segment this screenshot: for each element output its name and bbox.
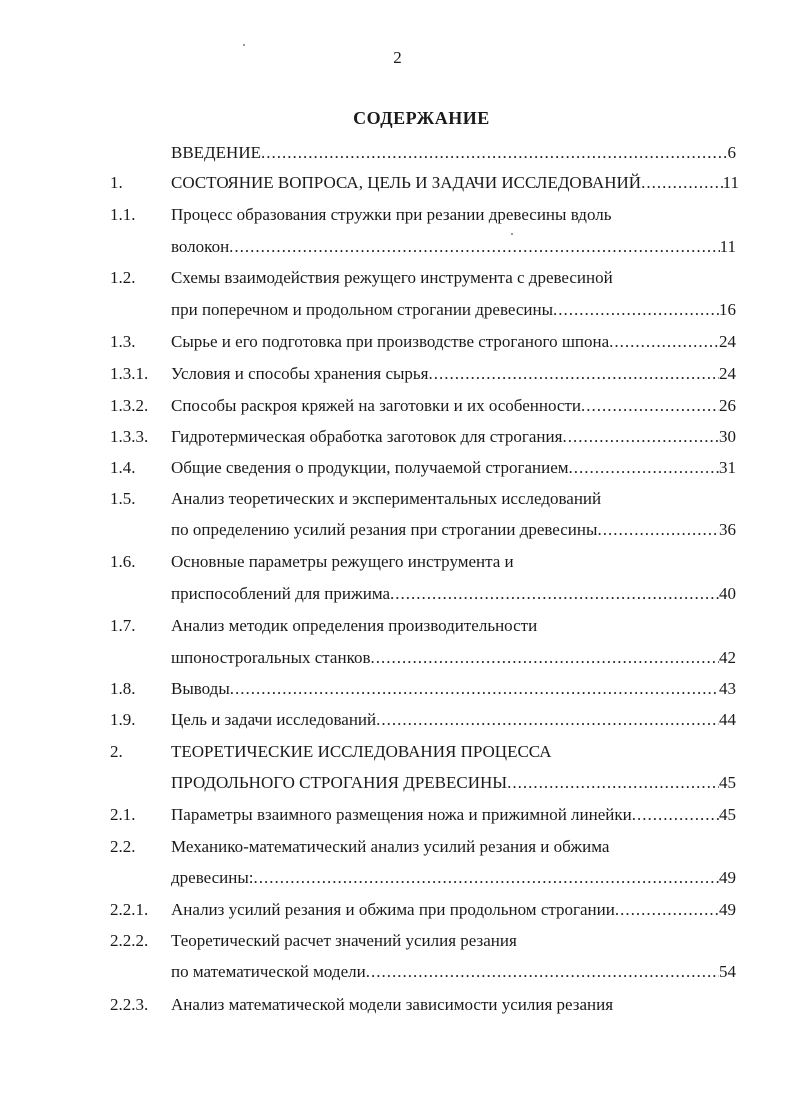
toc-entry-title: Процесс образования стружки при резании древесины вдоль [171,205,612,224]
leader-dots [581,394,719,418]
leader-dots [230,677,719,701]
toc-section-number: 1.1. [110,205,136,224]
leader-dots [562,425,719,449]
leader-dots [376,708,719,732]
toc-entry-title: Анализ методик определения производительности [171,616,538,635]
toc-entry-continuation [0,771,795,795]
toc-entry-title: ТЕОРЕТИЧЕСКИЕ ИССЛЕДОВАНИЯ ПРОЦЕССА [171,742,552,761]
toc-page-number: 42 [719,648,736,667]
leader-dots [366,960,719,984]
toc-entry-title: ВВЕДЕНИЕ [171,143,261,162]
toc-entry-title: Цель и задачи исследований [171,710,377,729]
toc-entry-title: волокон [171,237,230,256]
toc-entry [0,677,795,701]
toc-section-number: 2.2.3. [110,995,149,1014]
leader-dots [597,518,719,542]
toc-entry [0,835,795,859]
toc-entry [0,993,795,1017]
toc-entry [0,266,795,290]
toc-entry [0,487,795,511]
toc-page-number: 49 [719,868,736,887]
leader-dots [569,456,719,480]
toc-entry [0,803,795,827]
toc-page-number: 24 [719,332,736,351]
toc-page-number: 43 [719,679,736,698]
toc-entry-continuation [0,235,795,259]
toc-entry-continuation [0,866,795,890]
toc-entry [0,614,795,638]
toc-entry [0,362,795,386]
toc-section-number: 2.2.2. [110,931,149,950]
leader-dots [229,235,719,259]
page-number: 2 [393,48,402,67]
toc-entry-title: Параметры взаимного размещения ножа и прижимной линейки [171,805,632,824]
toc-entry [0,425,795,449]
toc-entry-continuation [0,518,795,542]
page-title: СОДЕРЖАНИЕ [353,108,490,128]
toc-section-number: 1.9. [110,710,136,729]
toc-entry-title: Механико-математический анализ усилий резания и обжима [171,837,610,856]
toc-entry-title: Анализ усилий резания и обжима при продольном строгании [171,900,615,919]
toc-entry-continuation [0,582,795,606]
toc-entry [0,929,795,953]
toc-entry [0,456,795,480]
toc-section-number: 1.7. [110,616,136,635]
scan-speck [243,44,245,46]
toc-page-number: 24 [719,364,736,383]
toc-page-number: 6 [727,143,736,162]
toc-page-number: 45 [719,805,736,824]
toc-entry [0,898,795,922]
leader-dots [390,582,719,606]
leader-dots [371,646,719,670]
toc-section-number: 1.3. [110,332,136,351]
toc-entry-title: по математической модели [171,962,366,981]
toc-entry-title: Теоретический расчет значений усилия резания [171,931,517,950]
toc-section-number: 2.1. [110,805,136,824]
toc-page-number: 49 [719,900,736,919]
toc-entry-title: приспособлений для прижима [171,584,391,603]
leader-dots [507,771,719,795]
toc-entry [0,740,795,764]
toc-entry-title: Анализ математической модели зависимости усилия резания [171,995,614,1014]
toc-entry-title: Основные параметры режущего инструмента и [171,552,514,571]
leader-dots [641,171,723,195]
toc-page-number: 26 [719,396,736,415]
toc-page-number: 44 [719,710,736,729]
toc-entry [0,394,795,418]
toc-section-number: 2.2.1. [110,900,149,919]
toc-page-number: 45 [719,773,736,792]
leader-dots [615,898,719,922]
toc-section-number: 1.5. [110,489,136,508]
toc-entry [0,171,795,195]
toc-entry [0,203,795,227]
toc-entry-title: Сырье и его подготовка при производстве строганого шпона [171,332,610,351]
toc-entry-title: Условия и способы хранения сырья [171,364,429,383]
toc-section-number: 1.8. [110,679,136,698]
toc-entry-title: Гидротермическая обработка заготовок для строгания [171,427,563,446]
leader-dots [261,141,728,165]
toc-entry-title: Способы раскроя кряжей на заготовки и их особенности [171,396,581,415]
toc-entry-title: древесины: [171,868,254,887]
toc-section-number: 1.6. [110,552,136,571]
toc-entry-title: шпоностроrальных станков [171,648,371,667]
toc-page-number: 31 [719,458,736,477]
toc-entry [0,708,795,732]
toc-section-number: 1.3.3. [110,427,149,446]
toc-page-number: 11 [722,173,739,192]
leader-dots [253,866,719,890]
toc-section-number: 2. [110,742,123,761]
toc-page-number: 16 [719,300,736,319]
toc-entry-continuation [0,646,795,670]
toc-page-number: 30 [719,427,736,446]
toc-section-number: 1.3.1. [110,364,149,383]
toc-section-number: 2.2. [110,837,136,856]
toc-entry [0,550,795,574]
toc-page-number: 11 [719,237,736,256]
toc-page-number: 54 [719,962,736,981]
toc-entry-title: Анализ теоретических и экспериментальных исследований [171,489,602,508]
toc-section-number: 1. [110,173,123,192]
leader-dots [609,330,719,354]
leader-dots [553,298,719,322]
toc-entry-introduction [0,141,795,165]
toc-entry-title: по определению усилий резания при строгании древесины [171,520,598,539]
toc-entry-title: при поперечном и продольном строгании древесины [171,300,554,319]
toc-page-number: 40 [719,584,736,603]
leader-dots [632,803,719,827]
toc-entry-title: СОСТОЯНИЕ ВОПРОСА, ЦЕЛЬ И ЗАДАЧИ ИССЛЕДОВАНИЙ [171,173,642,192]
toc-entry-continuation [0,298,795,322]
toc-entry-title: Схемы взаимодействия режущего инструмента с древесиной [171,268,613,287]
toc-entry [0,330,795,354]
toc-entry-continuation [0,960,795,984]
toc-entry-title: ПРОДОЛЬНОГО СТРОГАНИЯ ДРЕВЕСИНЫ [171,773,508,792]
toc-section-number: 1.3.2. [110,396,149,415]
leader-dots [429,362,720,386]
toc-section-number: 1.2. [110,268,136,287]
toc-section-number: 1.4. [110,458,136,477]
toc-entry-title: Общие сведения о продукции, получаемой строганием [171,458,569,477]
toc-entry-title: Выводы [171,679,230,698]
toc-page-number: 36 [719,520,736,539]
